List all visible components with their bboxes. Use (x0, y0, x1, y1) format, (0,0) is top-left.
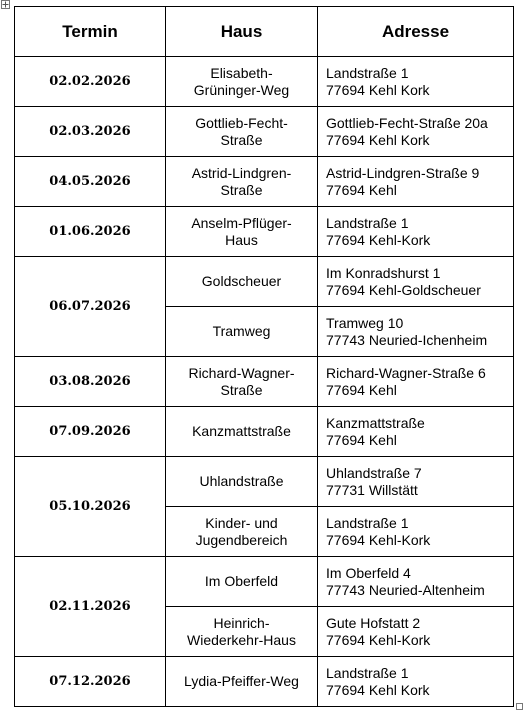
haus-cell: Astrid-Lindgren- Straße (166, 157, 318, 207)
table-row (15, 257, 514, 307)
termin-cell: 04.05.2026 (15, 157, 166, 207)
haus-cell: Gottlieb-Fecht- Straße (166, 107, 318, 157)
haus-cell: Anselm-Pflüger- Haus (166, 207, 318, 257)
termin-cell: 06.07.2026 (15, 257, 166, 357)
header-termin: Termin (15, 7, 166, 57)
haus-cell: Goldscheuer (166, 257, 318, 307)
table-header-row (15, 7, 514, 57)
table-row (15, 457, 514, 507)
schedule-table (14, 6, 514, 707)
adresse-cell: Im Konradshurst 1 77694 Kehl-Goldscheuer (318, 257, 514, 307)
table-row (15, 207, 514, 257)
haus-cell: Elisabeth- Grüninger-Weg (166, 57, 318, 107)
table-row (15, 57, 514, 107)
termin-cell: 01.06.2026 (15, 207, 166, 257)
table-row (15, 657, 514, 707)
table-row (15, 557, 514, 607)
termin-cell: 05.10.2026 (15, 457, 166, 557)
haus-cell: Lydia-Pfeiffer-Weg (166, 657, 318, 707)
adresse-cell: Landstraße 1 77694 Kehl Kork (318, 657, 514, 707)
table-row (15, 107, 514, 157)
table-resize-handle[interactable] (516, 703, 523, 710)
adresse-cell: Landstraße 1 77694 Kehl-Kork (318, 507, 514, 557)
table-row (15, 407, 514, 457)
adresse-cell: Gottlieb-Fecht-Straße 20a 77694 Kehl Kork (318, 107, 514, 157)
adresse-cell: Landstraße 1 77694 Kehl Kork (318, 57, 514, 107)
termin-cell: 03.08.2026 (15, 357, 166, 407)
haus-cell: Heinrich- Wiederkehr-Haus (166, 607, 318, 657)
adresse-cell: Tramweg 10 77743 Neuried-Ichenheim (318, 307, 514, 357)
move-arrows-icon (2, 1, 9, 8)
adresse-cell: Astrid-Lindgren-Straße 9 77694 Kehl (318, 157, 514, 207)
haus-cell: Tramweg (166, 307, 318, 357)
table-row (15, 357, 514, 407)
termin-cell: 07.12.2026 (15, 657, 166, 707)
header-haus: Haus (166, 7, 318, 57)
adresse-cell: Landstraße 1 77694 Kehl-Kork (318, 207, 514, 257)
haus-cell: Im Oberfeld (166, 557, 318, 607)
header-adresse: Adresse (318, 7, 514, 57)
haus-cell: Uhlandstraße (166, 457, 318, 507)
table-row (15, 157, 514, 207)
termin-cell: 02.11.2026 (15, 557, 166, 657)
table-move-handle[interactable] (1, 0, 10, 9)
termin-cell: 07.09.2026 (15, 407, 166, 457)
adresse-cell: Richard-Wagner-Straße 6 77694 Kehl (318, 357, 514, 407)
adresse-cell: Gute Hofstatt 2 77694 Kehl-Kork (318, 607, 514, 657)
adresse-cell: Im Oberfeld 4 77743 Neuried-Altenheim (318, 557, 514, 607)
haus-cell: Kinder- und Jugendbereich (166, 507, 318, 557)
haus-cell: Kanzmattstraße (166, 407, 318, 457)
termin-cell: 02.02.2026 (15, 57, 166, 107)
termin-cell: 02.03.2026 (15, 107, 166, 157)
adresse-cell: Kanzmattstraße 77694 Kehl (318, 407, 514, 457)
haus-cell: Richard-Wagner- Straße (166, 357, 318, 407)
adresse-cell: Uhlandstraße 7 77731 Willstätt (318, 457, 514, 507)
